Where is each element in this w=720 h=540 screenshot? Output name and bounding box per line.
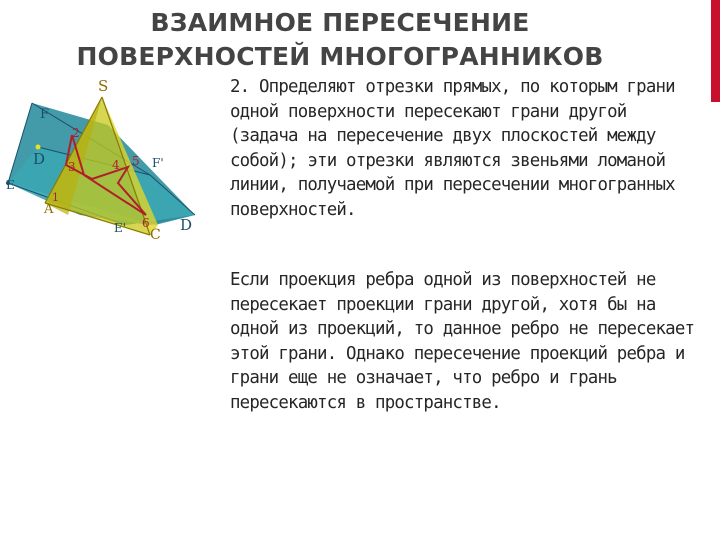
slide-title — [20, 6, 660, 74]
accent-bar — [711, 0, 720, 102]
label-c: C — [150, 227, 161, 243]
polyhedra-intersection-figure — [0, 75, 230, 255]
paragraph-1: 2. Определяют отрезки прямых, по которым грани одной поверхности пересекают грани другой (задача на пересечение двух плоскостей между собой); эти отрезки являются звеньями ломаной линии, получаемой при пересечении многогранных поверхностей. — [230, 77, 675, 220]
label-e-prime: E' — [114, 221, 127, 235]
label-1: 1 — [52, 191, 59, 204]
label-6: 6 — [142, 216, 150, 230]
label-5: 5 — [132, 154, 140, 168]
label-a: A — [44, 202, 54, 217]
label-d-right: D — [180, 216, 193, 234]
label-3: 3 — [68, 160, 76, 174]
label-4: 4 — [112, 158, 120, 172]
label-e: E — [6, 178, 15, 192]
label-2: 2 — [72, 126, 80, 140]
label-d: D — [33, 150, 46, 168]
paragraph-2: Если проекция ребра одной из поверхностей не пересекает проекции грани другой, хотя бы на одной из проекций, то данное ребро не пересекает этой грани. Однако пересечение проекций ребра и грани еще не означает, что ребро и грань пересекаются в пространстве. — [230, 270, 695, 413]
point-d-marker — [36, 145, 41, 150]
label-f: F — [40, 107, 50, 122]
title-line-1: ВЗАИМНОЕ ПЕРЕСЕЧЕНИЕ — [150, 8, 530, 37]
label-f-prime: F' — [152, 156, 164, 170]
label-s: S — [98, 77, 109, 95]
title-line-2: ПОВЕРХНОСТЕЙ МНОГОГРАННИКОВ — [76, 42, 604, 71]
